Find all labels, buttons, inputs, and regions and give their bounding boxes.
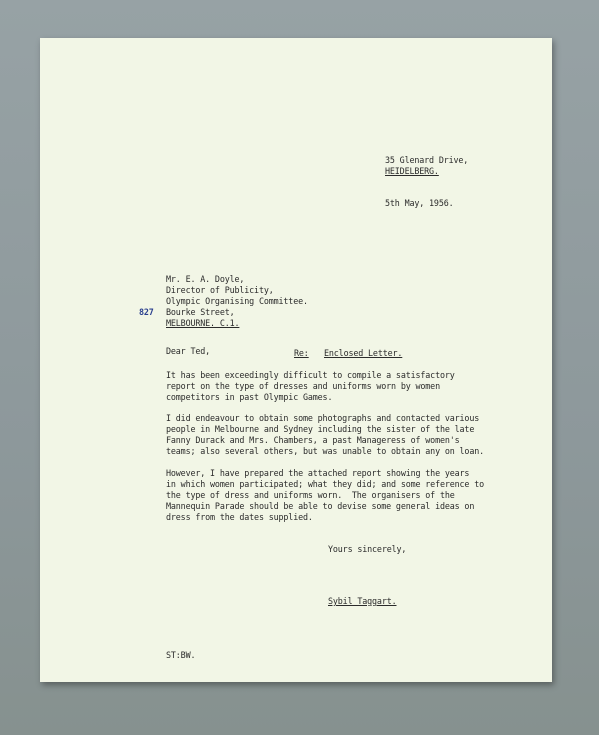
- paragraph-line: Fanny Durack and Mrs. Chambers, a past Manageress of women's: [166, 435, 460, 445]
- paragraph-line: competitors in past Olympic Games.: [166, 392, 333, 402]
- paragraph-line: Mannequin Parade should be able to devise some general ideas on: [166, 501, 475, 511]
- sender-address-line2: HEIDELBERG.: [385, 166, 439, 176]
- paragraph-line: However, I have prepared the attached report showing the years: [166, 468, 470, 478]
- closing: Yours sincerely,: [328, 544, 407, 554]
- paragraph-line: It has been exceedingly difficult to compile a satisfactory: [166, 370, 455, 380]
- paragraph-line: people in Melbourne and Sydney including the sister of the late: [166, 424, 475, 434]
- paragraph-line: dress from the dates supplied.: [166, 512, 313, 522]
- subject-text: Enclosed Letter.: [324, 348, 403, 358]
- handwritten-street-number: 827: [139, 307, 154, 317]
- paragraph-line: the type of dress and uniforms worn. The organisers of the: [166, 490, 455, 500]
- signature: Sybil Taggart.: [328, 596, 397, 606]
- recipient-line2: Director of Publicity,: [166, 285, 274, 295]
- sender-address-line1: 35 Glenard Drive,: [385, 155, 469, 165]
- recipient-line5: MELBOURNE. C.1.: [166, 318, 240, 328]
- letter-date: 5th May, 1956.: [385, 198, 454, 208]
- salutation: Dear Ted,: [166, 346, 211, 356]
- recipient-line3: Olympic Organising Committee.: [166, 296, 308, 306]
- subject-prefix: Re:: [294, 348, 309, 358]
- typist-reference: ST:BW.: [166, 650, 196, 660]
- recipient-line4: Bourke Street,: [166, 307, 235, 317]
- recipient-line1: Mr. E. A. Doyle,: [166, 274, 245, 284]
- paragraph-line: report on the type of dresses and uniforms worn by women: [166, 381, 440, 391]
- letter-page: [40, 38, 552, 682]
- paragraph-line: in which women participated; what they did; and some reference to: [166, 479, 484, 489]
- paragraph-line: teams; also several others, but was unable to obtain any on loan.: [166, 446, 484, 456]
- paragraph-line: I did endeavour to obtain some photographs and contacted various: [166, 413, 480, 423]
